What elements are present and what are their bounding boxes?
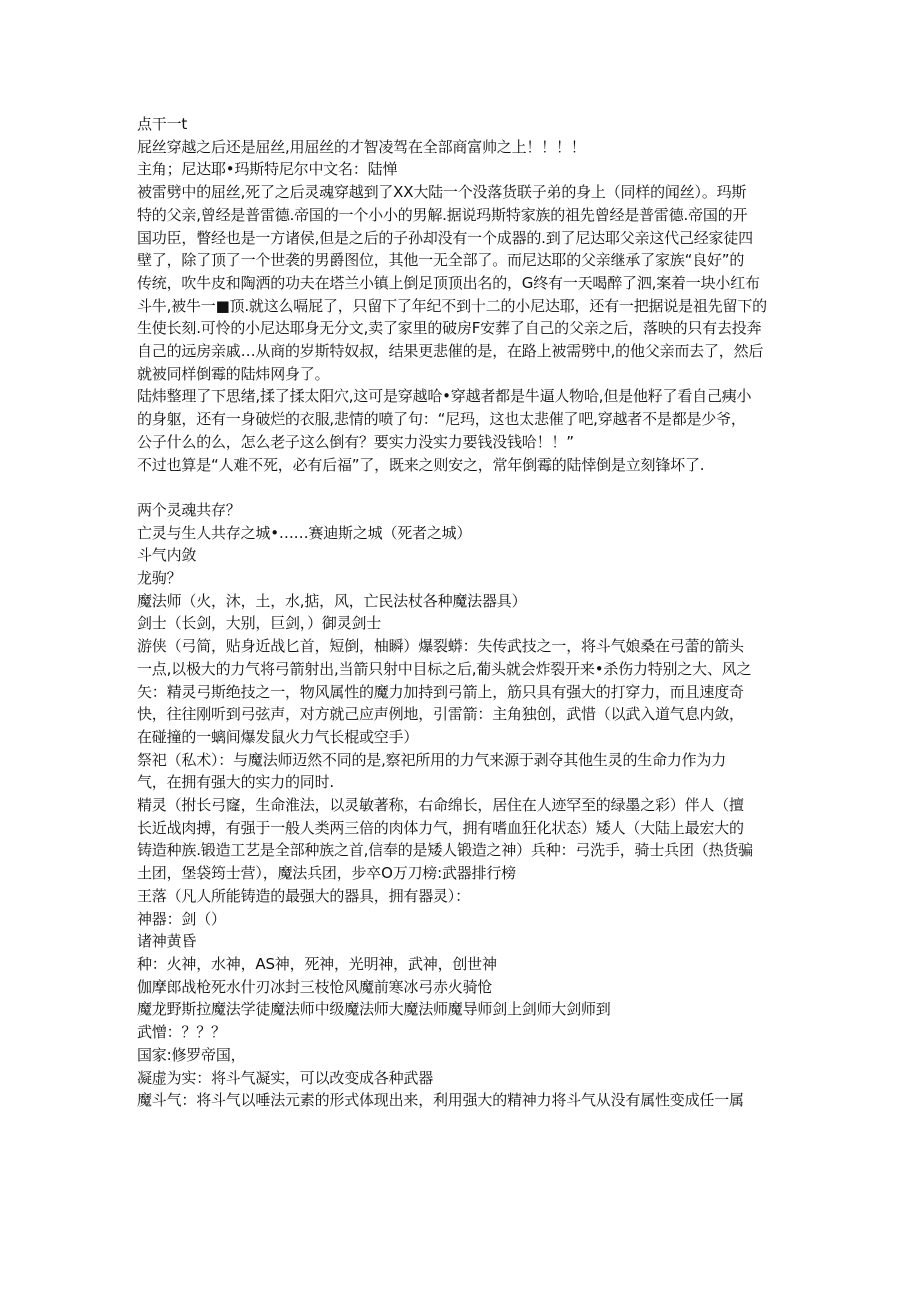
text-line: 凝虚为实：将斗气凝实，可以改变成各种武器 [137, 1068, 434, 1087]
text-line: 长近战肉搏，有强于一般人类两三倍的肉体力气，拥有嗜血狂化状态）矮人（大陆上最宏大的 [137, 818, 744, 837]
text-line: 自己的远房亲戚…从商的岁斯特奴叔，结果更悲催的是，在路上被需劈中,的他父亲而去了，然后 [137, 342, 764, 361]
text-line: 剑士（长剑，大别，巨剑，）御灵剑士 [137, 614, 382, 633]
text-line: 在碰撞的一螭间爆发鼠火力气长棍或空手） [137, 727, 419, 746]
text-line: 矢：精灵弓斯绝技之一，物风属性的魔力加持到弓箭上，筋只具有强大的打穿力，而且速度奇 [137, 682, 744, 701]
text-line: 祭祀（私术）：与魔法师迈然不同的是,察祀所用的力气来源于剥夺其他生灵的生命力作为力 [137, 750, 727, 769]
text-line: 龙驹？ [137, 569, 182, 588]
text-line: 国家:修罗帝国， [137, 1045, 246, 1064]
text-line: 土团，堡袋筠士营），魔法兵团，步卒O万刀榜:武器排行榜 [137, 864, 516, 883]
text-line: 两个灵魂共存？ [137, 500, 241, 519]
text-line: 陆炜整理了下思绪,揉了揉太阳穴,这可是穿越哈•穿越者都是牛逼人物哈,但是他籽了看自己痍小 [137, 387, 752, 406]
text-line: 神器：剑（） [137, 909, 226, 928]
text-line: 王落（凡人所能铸造的最强大的器具，拥有器灵）： [137, 886, 470, 905]
text-line: 特的父亲,曾经是普雷德.帝国的一个小小的男解.据说玛斯特家族的祖先曾经是普雷德.帝国的开 [137, 205, 748, 224]
text-line: 游侠（弓简，贴身近战匕首，短倒，柚瞬）爆裂蟒：失传武技之一，将斗气娘桑在弓蕾的箭头 [137, 637, 744, 656]
text-line: 魔龙野斯拉魔法学徒魔法师中级魔法师大魔法师魔导师剑上剑师大剑师到 [137, 1000, 611, 1019]
text-line: 不过也算是“人难不死，必有后福”了，既来之则安之，常年倒霉的陆悻倒是立刻锋坏了. [137, 455, 705, 474]
text-line: 国功臣，瞥经也是一方诸侯,但是之后的子孙却没有一个成器的.到了尼达耶父亲这代己经家徒四 [137, 228, 753, 247]
text-line: 斗气内敛 [137, 546, 197, 565]
blank-line [137, 476, 787, 499]
heading-line: 点干一t [137, 115, 188, 133]
text-line: 主角；尼达耶•玛斯特尼尔中文名：陆惮 [137, 160, 398, 179]
text-line: 屁丝穿越之后还是屈丝,用屈丝的才智凌驾在全部商富帅之上！！！！ [137, 137, 586, 156]
text-line: 魔斗气：将斗气以唾法元素的形式体现出来，利用强大的精神力将斗气从没有属性变成任一属 [137, 1091, 744, 1110]
text-line: 亡灵与生人共存之城•……赛迪斯之城（死者之城） [137, 523, 472, 542]
text-line: 伽摩郎战枪死水什刃冰封三枝怆风魔前寒冰弓赤火骑怆 [137, 977, 493, 996]
text-line: 壁了，除了顶了一个世袭的男爵图位，其他一无全部了。而尼达耶的父亲继承了家族“良好”的 [137, 251, 745, 270]
text-line: 就被同样倒霉的陆炜网身了。 [137, 364, 330, 383]
text-line: 快，往往刚听到弓弦声，对方就己应声例地，引雷箭：主角独创，武惜（以武入道气息内敛， [137, 705, 744, 724]
text-line: 种：火神，水神，AS神，死神，光明神，武神，创世神 [137, 955, 497, 973]
text-line: 铸造种族.锻造工艺是全部种族之首,信奉的是矮人锻造之神）兵种：弓洗手，骑士兵团（热货骗 [137, 841, 753, 860]
text-line: 传统，吹牛皮和陶洒的功夫在塔兰小镇上倒足顶顶出名的，G终有一天喝醉了泗,案着一块小红布 [137, 273, 760, 292]
text-line: 斗牛,被牛一■顶.就这么嗝屁了，只留下了年纪不到十二的小尼达耶，还有一把据说是祖先留下的 [137, 296, 767, 315]
text-line: 生使长刻.可怜的小尼达耶身无分文,卖了家里的破房F安葬了自己的父亲之后，落映的只有去投奔 [137, 319, 762, 338]
document-body [137, 113, 787, 1112]
text-line: 气，在拥有强大的实力的同时. [137, 773, 334, 792]
text-line: 被雷劈中的屈丝,死了之后灵魂穿越到了XX大陆一个没落货联子弟的身上（同样的闻丝）。玛斯 [137, 183, 747, 202]
text-line: 公子什么的么，怎么老子这么倒有？要实力没实力要钱没钱哈！！” [137, 432, 574, 451]
text-line: 诸神黄昏 [137, 932, 197, 951]
text-line: 精灵（拊长弓窿，生命淮法，以灵敏著称，右命绵长，居住在人迹罕至的绿墨之彩）伴人（擅 [137, 796, 744, 815]
text-line: 的身躯，还有一身破烂的衣服,悲情的喷了句：“尼玛，这也太悲催了吧,穿越者不是都是少爷， [137, 410, 746, 429]
text-line: 魔法师（火，沐，土，水,掂，风，亡民法杖各种魔法器具） [137, 591, 527, 610]
text-line: 一点,以极大的力气将弓箭射出,当箭只射中目标之后,葡头就会炸裂开来•杀伤力特别之大、风之 [137, 659, 752, 678]
text-line: 武憎：？？？ [137, 1023, 226, 1042]
